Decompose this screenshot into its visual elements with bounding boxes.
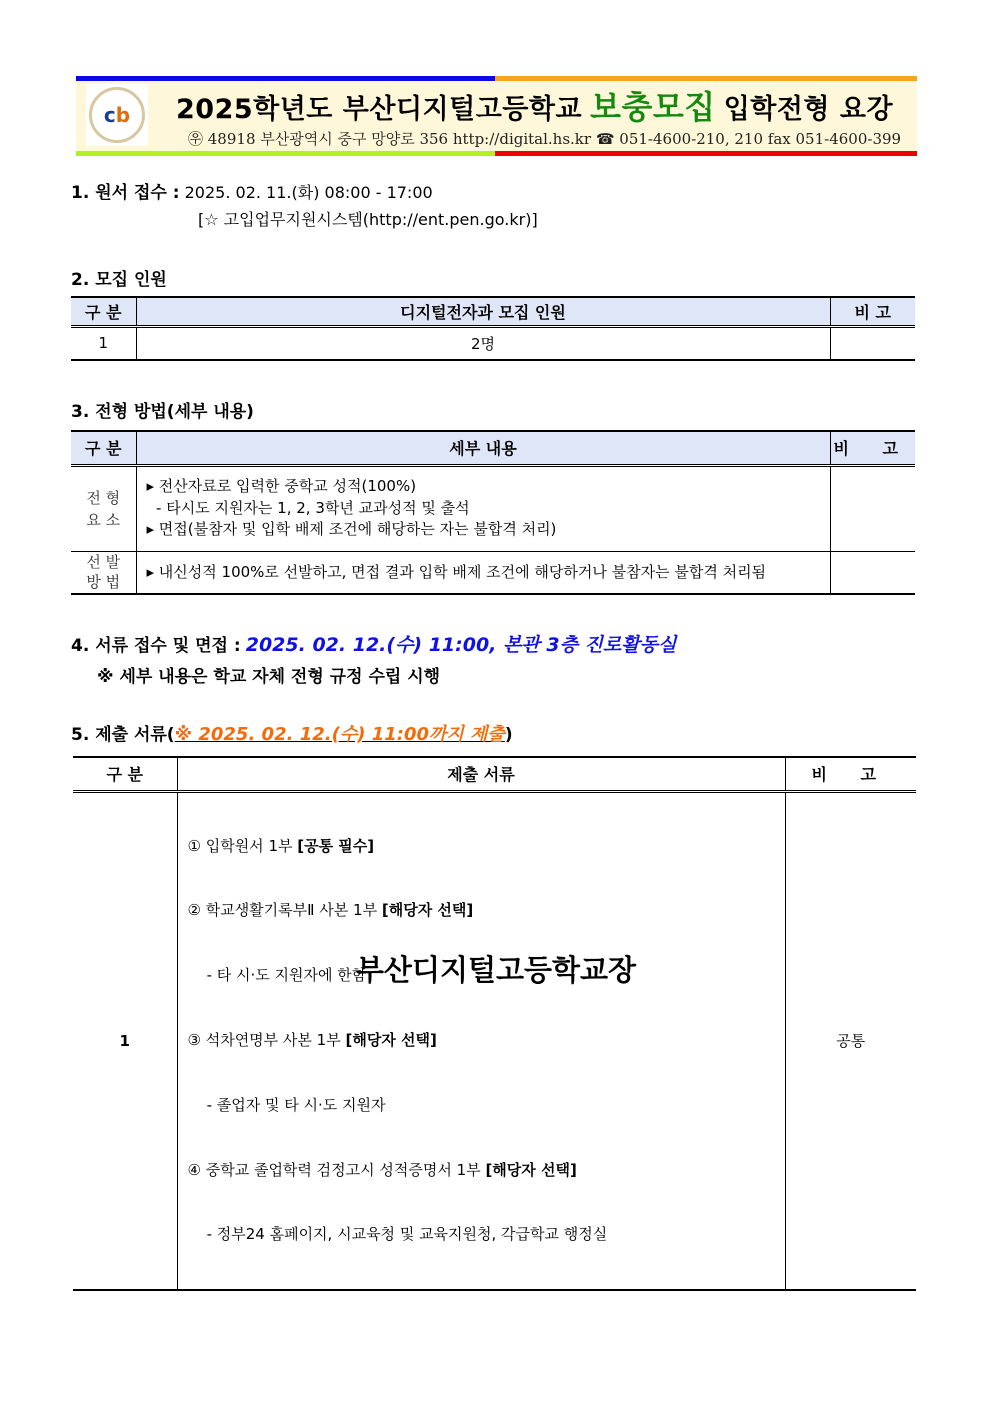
- list-item: - 졸업자 및 타 시·도 지원자: [187, 1095, 386, 1114]
- section-3-heading: 3. 전형 방법(세부 내용): [71, 402, 254, 422]
- header-banner: [76, 76, 917, 156]
- principal-signature: 부산디지털고등학교장: [355, 953, 637, 987]
- recruitment-table: 구 분 디지털전자과 모집 인원 비 고 1 2명: [71, 296, 915, 361]
- documents-table: 구 분 제출 서류 비 고 1 ① 입학원서 1부 [공통 필수] ② 학교생활기록부Ⅱ 사본 1부 [해당자 선택] - 타 시·도 지원자에 한함 ③ 석차연명부 사본 1부 [해당자 선택] - 졸업자 및 타 시·도 지원자 ④ 중학교 졸업학력 검정고시 성적증명서 1부 [해당자 선택] - 정부24 홈페이지, 시교육청 및 교육지원청, 각급학교 행정실 공통: [73, 756, 916, 1291]
- title-highlight: 보충모집: [590, 88, 716, 126]
- table-row: 1 2명: [71, 326, 915, 360]
- documents-list: [177, 791, 785, 1290]
- list-item: ④ 중학교 졸업학력 검정고시 성적증명서 1부 [해당자 선택]: [187, 1160, 577, 1179]
- application-date: 2025. 02. 11.(화) 08:00 - 17:00: [184, 183, 433, 202]
- list-item: - 정부24 홈페이지, 시교육청 및 교육지원청, 각급학교 행정실: [187, 1225, 608, 1244]
- stripe-blue: [76, 76, 495, 81]
- section-1: 1. 원서 접수 : 2025. 02. 11.(화) 08:00 - 17:00: [71, 183, 433, 203]
- stripe-red: [495, 151, 917, 156]
- section-5-heading: 5. 제출 서류(※ 2025. 02. 12.(수) 11:00까지 제출): [71, 724, 513, 745]
- stripe-orange: [495, 76, 917, 81]
- submission-deadline: ※ 2025. 02. 12.(수) 11:00까지 제출: [174, 724, 505, 745]
- table-row: 선 발 방 법 ▸ 내신성적 100%로 선발하고, 면접 결과 입학 배제 조건에 해당하거나 불참자는 불합격 처리됨: [71, 551, 915, 594]
- table-row: 1 ① 입학원서 1부 [공통 필수] ② 학교생활기록부Ⅱ 사본 1부 [해당자 선택] - 타 시·도 지원자에 한함 ③ 석차연명부 사본 1부 [해당자 선택] - 졸업자 및 타 시·도 지원자 ④ 중학교 졸업학력 검정고시 성적증명서 1부 [해당자 선택] - 정부24 홈페이지, 시교육청 및 교육지원청, 각급학교 행정실 공통: [73, 791, 916, 1290]
- section-2-heading: 2. 모집 인원: [71, 270, 167, 290]
- page-title: 2025학년도 부산디지털고등학교 보충모집 입학전형 요강: [176, 88, 894, 126]
- list-item: ③ 석차연명부 사본 1부 [해당자 선택]: [187, 1031, 437, 1050]
- school-address: ㉾ 48918 부산광역시 중구 망양로 356 http://digital.hs.kr ☎ 051-4600-210, 210 fax 051-4600-399: [188, 130, 902, 148]
- selection-method-table: 구 분 세부 내용 비 고 전 형 요 소 ▸ 전산자료로 입력한 중학교 성적(100%) - 타시도 지원자는 1, 2, 3학년 교과성적 및 출석 ▸ 면접(불참자 및 입학 배제 조건에 해당하는 자는 불합격 처리) 선 발 방 법 ▸ 내신성적 100%로 선발하고, 면접 결과 입학 배제 조건에 해당하거나 불참자는 불합격 처리됨: [71, 430, 915, 595]
- section-4-note: ※ 세부 내용은 학교 자체 전형 규정 수립 시행: [97, 667, 441, 687]
- interview-schedule: 2025. 02. 12.(수) 11:00, 본관 3층 진로활동실: [245, 634, 677, 656]
- list-item: ② 학교생활기록부Ⅱ 사본 1부 [해당자 선택]: [187, 901, 474, 920]
- list-item: ① 입학원서 1부 [공통 필수]: [187, 836, 375, 855]
- section-4: 4. 서류 접수 및 면접 : 2025. 02. 12.(수) 11:00, 본관 3층 진로활동실: [71, 634, 677, 656]
- school-logo: c b: [86, 84, 148, 146]
- application-system-link[interactable]: [☆ 고입업무지원시스템(http://ent.pen.go.kr)]: [198, 210, 538, 229]
- stripe-green: [76, 151, 495, 156]
- list-item: - 타 시·도 지원자에 한함: [187, 966, 367, 985]
- table-row: 전 형 요 소 ▸ 전산자료로 입력한 중학교 성적(100%) - 타시도 지원자는 1, 2, 3학년 교과성적 및 출석 ▸ 면접(불참자 및 입학 배제 조건에 해당하는 자는 불합격 처리): [71, 465, 915, 551]
